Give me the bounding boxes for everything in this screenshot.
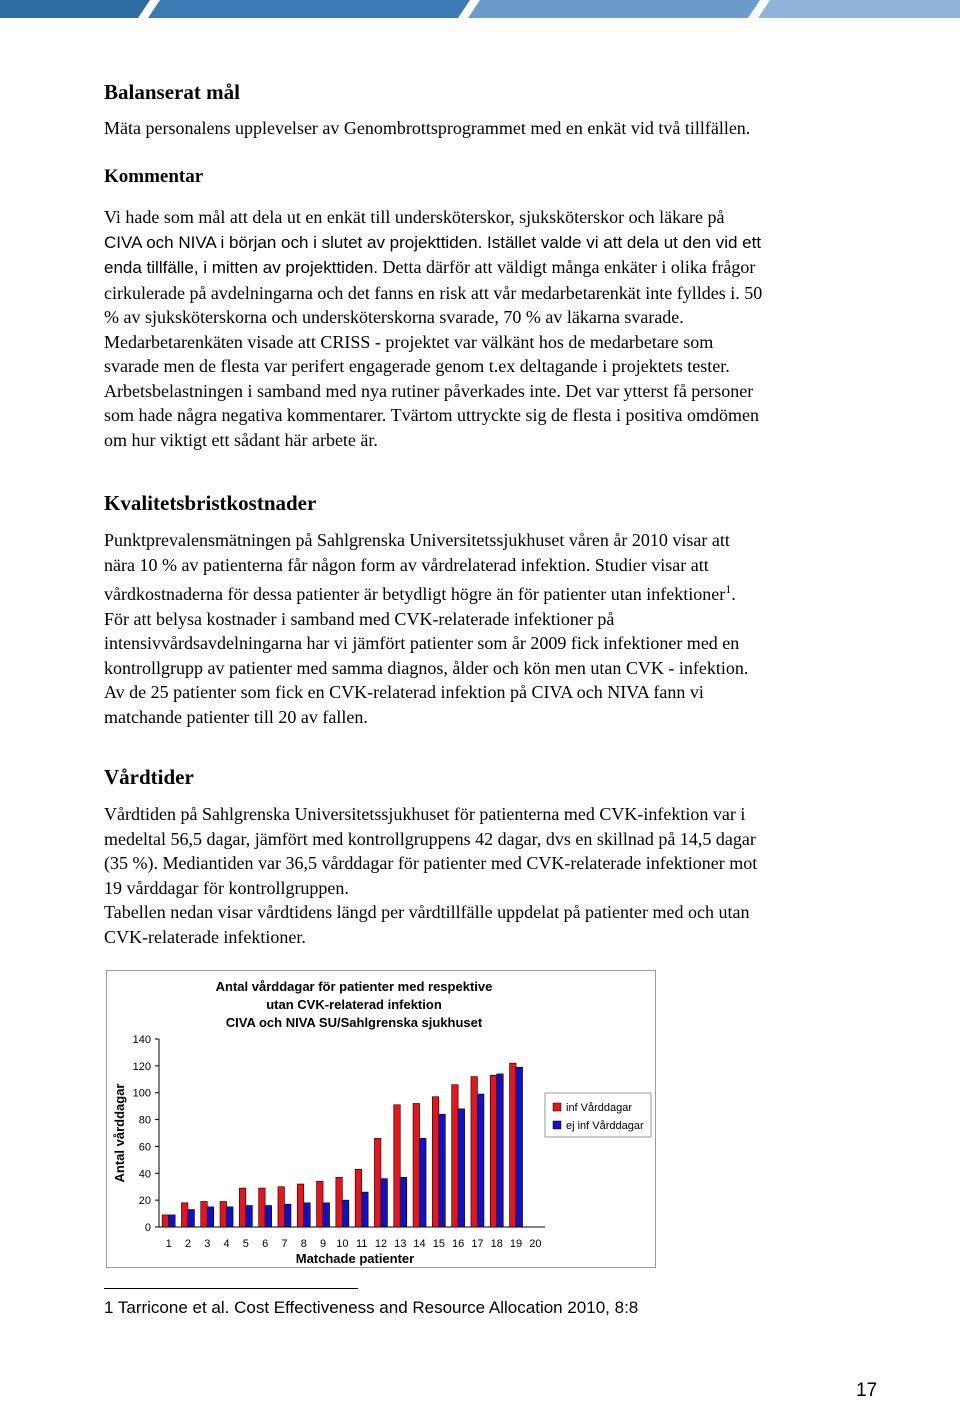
legend-label: ej inf Vårddagar	[566, 1120, 644, 1132]
footnote-divider	[104, 1288, 358, 1289]
bar-inf	[471, 1077, 478, 1227]
bar-ej-inf	[516, 1067, 523, 1227]
bar-ej-inf	[207, 1207, 214, 1227]
bar-ej-inf	[400, 1177, 407, 1227]
x-tick-label: 2	[184, 1238, 192, 1250]
x-tick-label: 4	[223, 1238, 230, 1250]
paragraph-line: Vi hade som mål att dela ut en enkät till undersköterskor, sjuksköterskor och läkare på	[104, 207, 725, 227]
bar-ej-inf	[304, 1203, 311, 1227]
x-tick-label: 14	[413, 1238, 426, 1250]
paragraph-line: Arbetsbelastningen i samband med nya rutiner påverkades inte. Det var ytterst få personer	[104, 380, 754, 401]
bar-ej-inf	[169, 1215, 176, 1227]
bar-inf	[336, 1177, 343, 1227]
bar-inf	[510, 1063, 517, 1227]
paragraph-line: Vårdtiden på Sahlgrenska Universitetssjukhuset för patienterna med CVK-infektion var i	[104, 804, 746, 824]
x-axis-label: Matchade patienter	[295, 1251, 415, 1266]
paragraph-line: medeltal 56,5 dagar, jämfört med kontrollgruppens 42 dagar, dvs en skillnad på 14,5 dagar	[104, 828, 756, 849]
bar-inf	[413, 1103, 420, 1227]
x-tick-label: 15	[432, 1238, 445, 1250]
bar-ej-inf	[246, 1206, 253, 1227]
paragraph-line: nära 10 % av patienterna får någon form av vårdrelaterad infektion. Studier visar att	[104, 554, 709, 575]
x-tick-label: 12	[374, 1238, 388, 1250]
bar-ej-inf	[458, 1109, 465, 1227]
bar-inf	[297, 1184, 304, 1227]
bar-inf	[201, 1201, 208, 1227]
paragraph-line: cirkulerade på avdelningarna och det fanns en risk att vår medarbetarenkät inte fylldes i. 50	[104, 282, 763, 303]
bar-inf	[162, 1215, 169, 1227]
paragraph-line: CVK-relaterade infektioner.	[104, 926, 306, 947]
bar-ej-inf	[497, 1074, 504, 1227]
paragraph-line: svarade men de flesta var perifert engagerade genom t.ex deltagande i projektets tester.	[104, 356, 730, 376]
balanserat-text	[104, 116, 884, 141]
y-tick-label: 40	[138, 1168, 151, 1181]
kommentar-text	[104, 205, 884, 452]
x-tick-label: 3	[204, 1238, 211, 1250]
bar-inf	[317, 1181, 324, 1227]
bar-inf	[394, 1105, 401, 1227]
paragraph-line: Tabellen nedan visar vårdtidens längd per vårdtillfälle uppdelat på patienter med och utan	[104, 902, 750, 922]
x-tick-label: 11	[355, 1238, 368, 1250]
bar-ej-inf	[265, 1206, 272, 1227]
bar-ej-inf	[342, 1200, 349, 1227]
legend-label: inf Vårddagar	[566, 1102, 633, 1114]
bar-ej-inf	[323, 1203, 330, 1227]
header-stripe	[468, 0, 760, 18]
x-tick-label: 17	[471, 1238, 484, 1250]
bar-ej-inf	[439, 1114, 446, 1227]
paragraph-line: vårdkostnaderna för dessa patienter är betydligt högre än för patienter utan infektioner$^1$.	[104, 582, 736, 604]
bar-inf	[181, 1203, 188, 1227]
y-axis-label: Antal vårddagar	[112, 1083, 127, 1183]
bar-inf	[220, 1201, 227, 1227]
x-tick-label: 18	[490, 1238, 503, 1250]
page-number: 17	[856, 1380, 878, 1401]
bar-inf	[239, 1188, 246, 1227]
chart-title-line: Antal vårddagar för patienter med respektive	[215, 979, 493, 994]
section-title-vardtider: Vårdtider	[104, 765, 194, 789]
y-tick-label: 100	[132, 1087, 151, 1100]
paragraph-line: som hade några negativa kommentarer. Tvärtom uttryckte sig de flesta i positiva omdömen	[104, 405, 759, 425]
x-tick-label: 8	[300, 1238, 307, 1250]
bar-chart	[107, 971, 655, 1267]
bar-inf	[374, 1138, 381, 1227]
section-title-kvalitet: Kvalitetsbristkostnader	[104, 491, 317, 515]
chart-legend	[545, 1093, 651, 1137]
paragraph-line: 19 vårddagar för kontrollgruppen.	[104, 877, 349, 898]
y-tick-label: 80	[138, 1114, 151, 1127]
paragraph-line: CIVA och NIVA i början och i slutet av projekttiden. Istället valde vi att dela ut den vid ett	[104, 232, 762, 252]
section-title-balanserat: Balanserat mål	[104, 80, 240, 104]
bar-inf	[452, 1085, 459, 1227]
bar-inf	[432, 1097, 439, 1227]
chart-title-line: CIVA och NIVA SU/Sahlgrenska sjukhuset	[225, 1015, 483, 1030]
paragraph-line: matchande patienter till 20 av fallen.	[104, 706, 368, 727]
chart-title-line: utan CVK-relaterad infektion	[266, 997, 442, 1012]
y-tick-label: 120	[132, 1060, 151, 1073]
legend-swatch	[553, 1121, 561, 1129]
bar-ej-inf	[420, 1138, 427, 1227]
bar-ej-inf	[362, 1192, 369, 1227]
header-stripe	[758, 0, 960, 18]
vardtider-text	[104, 802, 884, 949]
y-tick-label: 60	[138, 1141, 151, 1154]
paragraph-line: Mäta personalens upplevelser av Genombrottsprogrammet med en enkät vid två tillfällen.	[104, 118, 751, 138]
bar-inf	[278, 1187, 285, 1227]
x-tick-label: 6	[262, 1238, 269, 1250]
chart-container	[106, 970, 656, 1268]
bar-inf	[490, 1075, 497, 1227]
bar-ej-inf	[477, 1094, 484, 1227]
paragraph-line: (35 %). Mediantiden var 36,5 vårddagar för patienter med CVK-relaterade infektioner mot	[104, 853, 758, 873]
section-title-kommentar: Kommentar	[104, 166, 204, 187]
x-tick-label: 20	[529, 1238, 542, 1250]
bar-inf	[259, 1188, 266, 1227]
paragraph-line: enda tillfälle, i mitten av projekttiden. Detta därför att väldigt många enkäter i olika frågor	[104, 257, 756, 277]
x-tick-label: 19	[509, 1238, 523, 1250]
header-stripe	[148, 0, 470, 18]
footnote-ref[interactable]: 1	[725, 582, 732, 596]
bar-ej-inf	[284, 1204, 291, 1227]
bar-ej-inf	[227, 1207, 234, 1227]
x-tick-label: 5	[242, 1238, 249, 1250]
x-tick-label: 7	[281, 1238, 288, 1250]
bar-ej-inf	[188, 1210, 195, 1227]
header-bar	[0, 0, 960, 20]
y-tick-label: 140	[132, 1034, 151, 1046]
x-tick-label: 10	[336, 1238, 349, 1250]
y-tick-label: 0	[144, 1222, 151, 1234]
paragraph-line: kontrollgrupp av patienter med samma diagnos, ålder och kön men utan CVK - infektion.	[104, 657, 749, 678]
paragraph-line: intensivvårdsavdelningarna har vi jämfört patienter som år 2009 fick infektioner med en	[104, 633, 740, 653]
header-stripe	[0, 0, 150, 18]
y-tick-label: 20	[138, 1195, 151, 1208]
plot-area	[133, 1034, 545, 1250]
x-tick-label: 13	[394, 1238, 407, 1250]
kvalitet-text	[104, 528, 884, 729]
paragraph-line: om hur viktigt ett sådant här arbete är.	[104, 429, 378, 450]
bar-inf	[355, 1169, 362, 1227]
x-tick-label: 16	[452, 1238, 465, 1250]
x-tick-label: 1	[165, 1238, 172, 1250]
paragraph-line: För att belysa kostnader i samband med CVK-relaterade infektioner på	[104, 608, 615, 629]
paragraph-line: Punktprevalensmätningen på Sahlgrenska Universitetssjukhuset våren år 2010 visar att	[104, 530, 730, 550]
paragraph-line: Av de 25 patienter som fick en CVK-relaterad infektion på CIVA och NIVA fann vi	[104, 682, 704, 702]
legend-swatch	[553, 1103, 561, 1111]
bar-ej-inf	[381, 1179, 388, 1227]
x-tick-label: 9	[319, 1238, 327, 1250]
paragraph-line: % av sjuksköterskorna och undersköterskorna svarade, 70 % av läkarna svarade.	[104, 307, 684, 327]
paragraph-line: Medarbetarenkäten visade att CRISS - projektet var välkänt hos de medarbetare som	[104, 331, 714, 352]
footnote: 1 Tarricone et al. Cost Effectiveness and Resource Allocation 2010, 8:8	[104, 1298, 639, 1317]
